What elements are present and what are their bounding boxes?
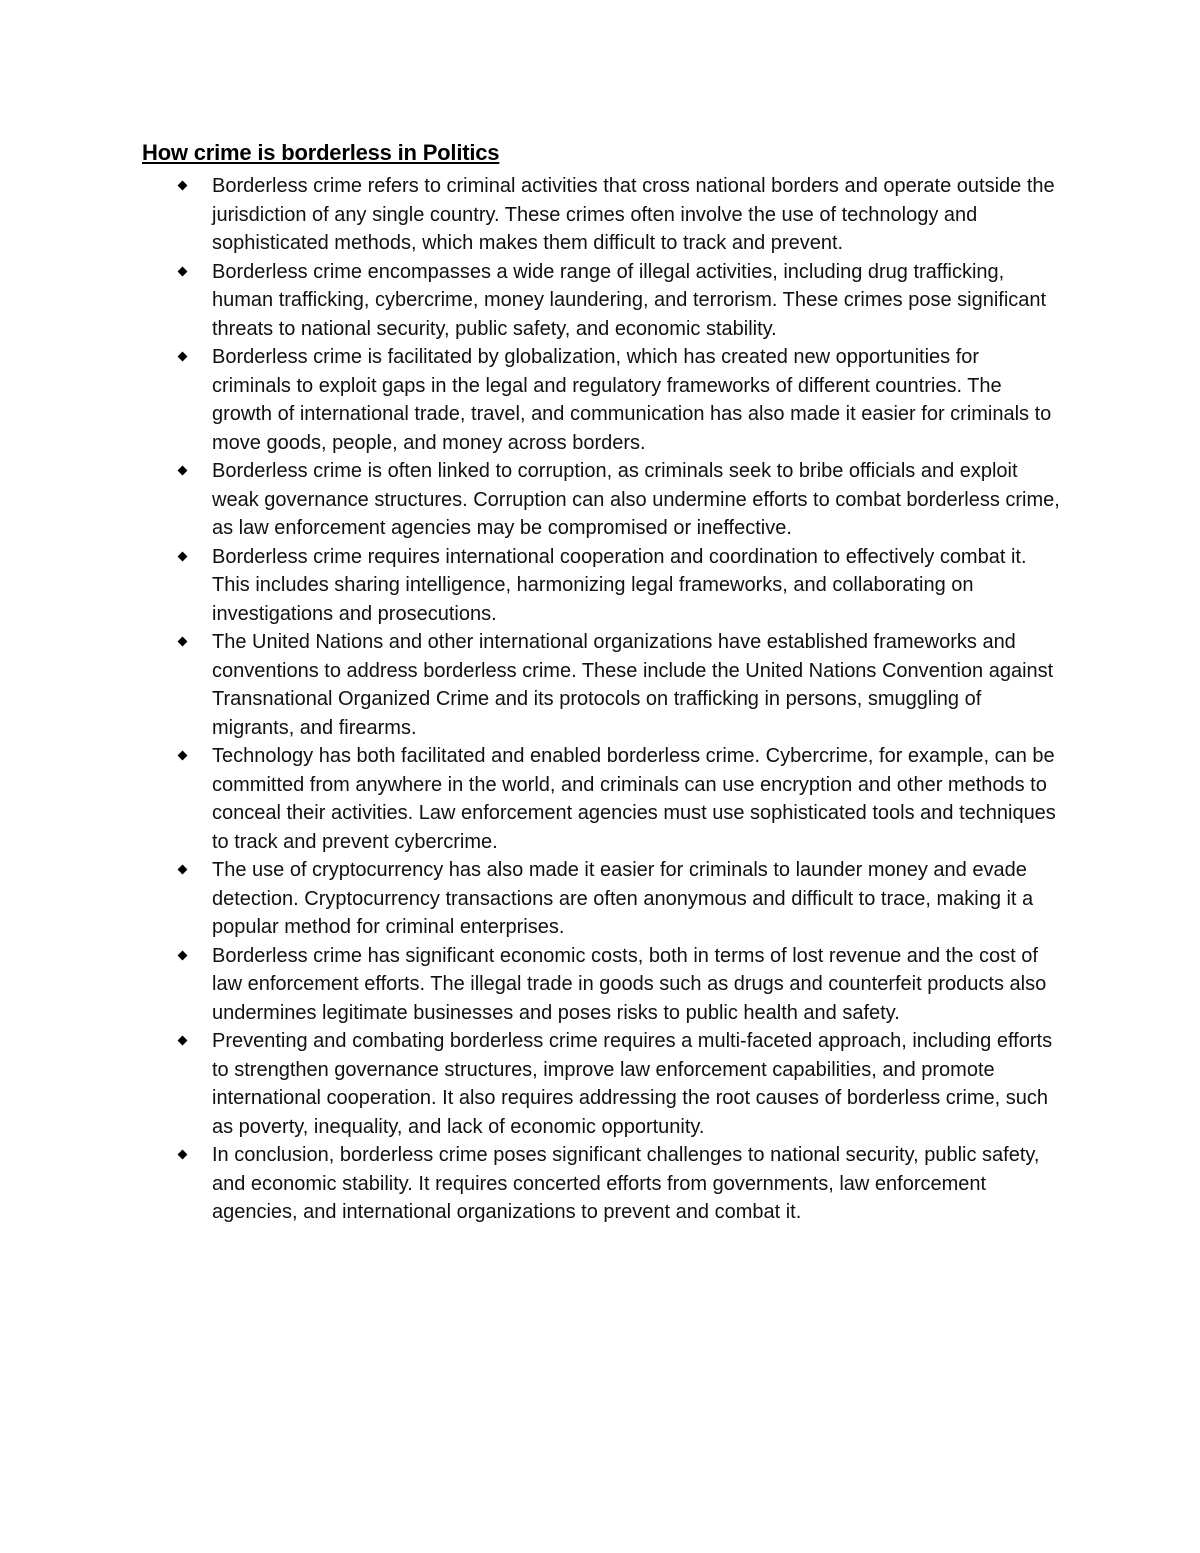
list-item-text: Borderless crime is often linked to corruption, as criminals seek to bribe officials and exploit weak governance structures. Corruption can also undermine efforts to combat borderless crime, as law enforcement agencies may be compromised or ineffective. <box>212 460 1060 539</box>
list-item <box>176 628 1060 742</box>
list-item <box>176 942 1060 1028</box>
diamond-bullet-icon <box>178 1150 188 1160</box>
list-item-text: Preventing and combating borderless crime requires a multi-faceted approach, including efforts to strengthen governance structures, improve law enforcement capabilities, and promote international cooperation. It also requires addressing the root causes of borderless crime, such as poverty, inequality, and lack of economic opportunity. <box>212 1030 1053 1138</box>
diamond-bullet-icon <box>178 950 188 960</box>
list-item-text: Borderless crime is facilitated by globalization, which has created new opportunities for criminals to exploit gaps in the legal and regulatory frameworks of different countries. The growth of international trade, travel, and communication has also made it easier for criminals to move goods, people, and money across borders. <box>212 346 1052 454</box>
list-item <box>176 258 1060 344</box>
diamond-bullet-icon <box>178 551 188 561</box>
list-item-text: Borderless crime refers to criminal activities that cross national borders and operate outside the jurisdiction of any single country. These crimes often involve the use of technology and sophisticated methods, which makes them difficult to track and prevent. <box>212 175 1055 254</box>
list-item-text: Borderless crime has significant economic costs, both in terms of lost revenue and the cost of law enforcement efforts. The illegal trade in goods such as drugs and counterfeit products also undermines legitimate businesses and poses risks to public health and safety. <box>212 944 1047 1024</box>
list-item <box>176 543 1060 629</box>
diamond-bullet-icon <box>178 181 188 191</box>
diamond-bullet-icon <box>178 466 188 476</box>
diamond-bullet-icon <box>178 637 188 647</box>
list-item <box>176 1027 1060 1141</box>
diamond-bullet-icon <box>178 865 188 875</box>
document-title: How crime is borderless in Politics <box>142 140 500 165</box>
list-item <box>176 172 1060 258</box>
diamond-bullet-icon <box>178 352 188 362</box>
diamond-bullet-icon <box>178 1036 188 1046</box>
bullet-list <box>176 172 1060 1227</box>
list-item <box>176 1141 1060 1227</box>
list-item <box>176 457 1060 543</box>
list-item <box>176 343 1060 457</box>
list-item <box>176 856 1060 942</box>
list-item <box>176 742 1060 856</box>
list-item-text: Borderless crime encompasses a wide range of illegal activities, including drug trafficking, human trafficking, cybercrime, money laundering, and terrorism. These crimes pose significant threats to national security, public safety, and economic stability. <box>212 260 1047 340</box>
list-item-text: The United Nations and other international organizations have established frameworks and conventions to address borderless crime. These include the United Nations Convention against Transnational Organized Crime and its protocols on trafficking in persons, smuggling of migrants, and firearms. <box>212 631 1054 739</box>
list-item-text: Technology has both facilitated and enabled borderless crime. Cybercrime, for example, can be committed from anywhere in the world, and criminals can use encryption and other methods to conceal their activities. Law enforcement agencies must use sophisticated tools and techniques to track and prevent cybercrime. <box>212 745 1056 853</box>
list-item-text: The use of cryptocurrency has also made it easier for criminals to launder money and evade detection. Cryptocurrency transactions are often anonymous and difficult to trace, making it a popular method for criminal enterprises. <box>212 859 1034 938</box>
list-item-text: In conclusion, borderless crime poses significant challenges to national security, public safety, and economic stability. It requires concerted efforts from governments, law enforcement agencies, and international organizations to prevent and combat it. <box>212 1144 1040 1223</box>
list-item-text: Borderless crime requires international cooperation and coordination to effectively combat it. This includes sharing intelligence, harmonizing legal frameworks, and collaborating on investigations and prosecutions. <box>212 545 1027 625</box>
diamond-bullet-icon <box>178 751 188 761</box>
diamond-bullet-icon <box>178 266 188 276</box>
